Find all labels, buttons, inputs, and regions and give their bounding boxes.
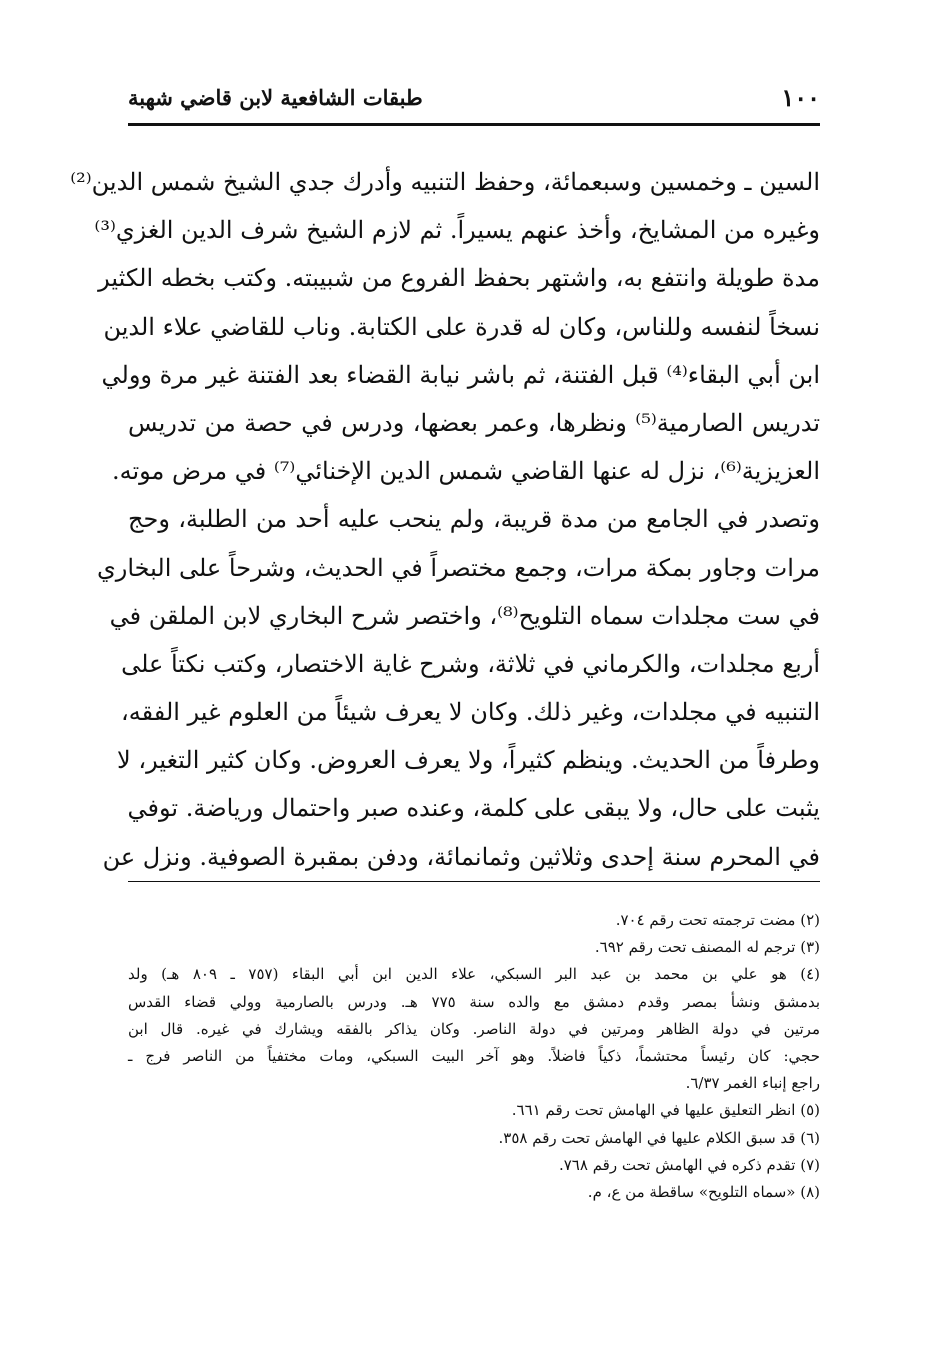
body-line: يثبت على حال، ولا يبقى على كلمة، وعنده صبر واحتمال ورياضة. توفي	[127, 794, 820, 823]
body-line: تدريس الصارمية⁽⁵⁾ ونظرها، وعمر بعضها، ودرس في حصة من تدريس	[128, 408, 821, 437]
footnote-line: حجي: كان رئيساً محتشماً، ذكياً فاضلاً. وهو آخر البيت السبكي، ومات مختفياً من الناصر فرج ـ	[128, 1046, 820, 1065]
footnote-line: (٦) قد سبق الكلام عليها في الهامش تحت رقم ٣٥٨.	[498, 1128, 820, 1147]
body-line: في ست مجلدات سماه التلويح⁽⁸⁾، واختصر شرح البخاري لابن الملقن في	[109, 601, 820, 630]
body-line: في المحرم سنة إحدى وثلاثين وثمانمائة، ودفن بمقبرة الصوفية. ونزل عن	[102, 842, 820, 871]
body-line: وطرفاً من الحديث. وينظم كثيراً، ولا يعرف العروض. وكان كثير التغير، لا	[117, 746, 820, 775]
body-line: السين ـ وخمسين وسبعمائة، وحفظ التنبيه وأدرك جدي الشيخ شمس الدين⁽²⁾	[70, 168, 820, 196]
running-title: طبقات الشافعية لابن قاضي شهبة	[128, 84, 423, 110]
body-line: مرات وجاور بمكة مرات، وجمع مختصراً في الحديث، وشرحاً على البخاري	[96, 553, 820, 582]
footnote-line: (٣) ترجم له المصنف تحت رقم ٦٩٢.	[594, 938, 820, 957]
footnote-line: (٥) انظر التعليق عليها في الهامش تحت رقم ٦٦١.	[511, 1101, 820, 1120]
footnote-line: (٨) «سماه التلويح» ساقطة من ع، م.	[587, 1182, 820, 1201]
footnote-line: مرتين في دولة الظاهر ومرتين في دولة الناصر. وكان يذاكر بالفقه ويشارك في غيره. قال ابن	[128, 1019, 820, 1038]
main-text	[70, 158, 821, 881]
footnote-line: (٤) هو علي بن محمد بن عبد البر السبكي، علاء الدين ابن أبي البقاء (٧٥٧ ـ ٨٠٩ هـ) ولد	[128, 965, 820, 984]
page-header	[128, 72, 820, 122]
header-rule	[128, 123, 820, 126]
footnote-line: راجع إنباء الغمر ٦/٣٧.	[685, 1074, 820, 1093]
footnote-rule	[128, 881, 820, 882]
body-line: العزيزية⁽⁶⁾، نزل له عنها القاضي شمس الدين الإخنائي⁽⁷⁾ في مرض موته.	[111, 457, 820, 486]
body-line: أربع مجلدات، والكرماني في ثلاثة، وشرح غاية الاختصار، وكتب نكتاً على	[121, 649, 820, 678]
body-line: وتصدر في الجامع من مدة قريبة، ولم ينحب عليه أحد من الطلبة، وحج	[128, 505, 820, 534]
body-line: ابن أبي البقاء⁽⁴⁾ قبل الفتنة، ثم باشر نيابة القضاء بعد الفتنة غير مرة وولي	[101, 360, 820, 389]
body-line: مدة طويلة وانتفع به، واشتهر بحفظ الفروع من شبيبته. وكتب بخطه الكثير	[98, 264, 820, 293]
page-number: ١٠٠	[781, 82, 820, 112]
footnote-line: (٢) مضت ترجمته تحت رقم ٧٠٤.	[615, 911, 820, 929]
body-line: وغيره من المشايخ، وأخذ عنهم يسيراً. ثم لازم الشيخ شرف الدين الغزي⁽³⁾	[94, 216, 820, 245]
body-line: نسخاً لنفسه وللناس، وكان له قدرة على الكتابة. وناب للقاضي علاء الدين	[103, 312, 820, 341]
footnote-line: بدمشق ونشأ بمصر وقدم دمشق مع والده سنة ٧٧٥ هـ. ودرس بالصارمية وولي قضاء القدس	[128, 992, 820, 1011]
footnote-line: (٧) تقدم ذكره في الهامش تحت رقم ٧٦٨.	[558, 1155, 820, 1174]
body-line: التنبيه في مجلدات، وغير ذلك. وكان لا يعرف شيئاً من العلوم غير الفقه،	[121, 698, 820, 727]
footnotes	[128, 907, 820, 1206]
